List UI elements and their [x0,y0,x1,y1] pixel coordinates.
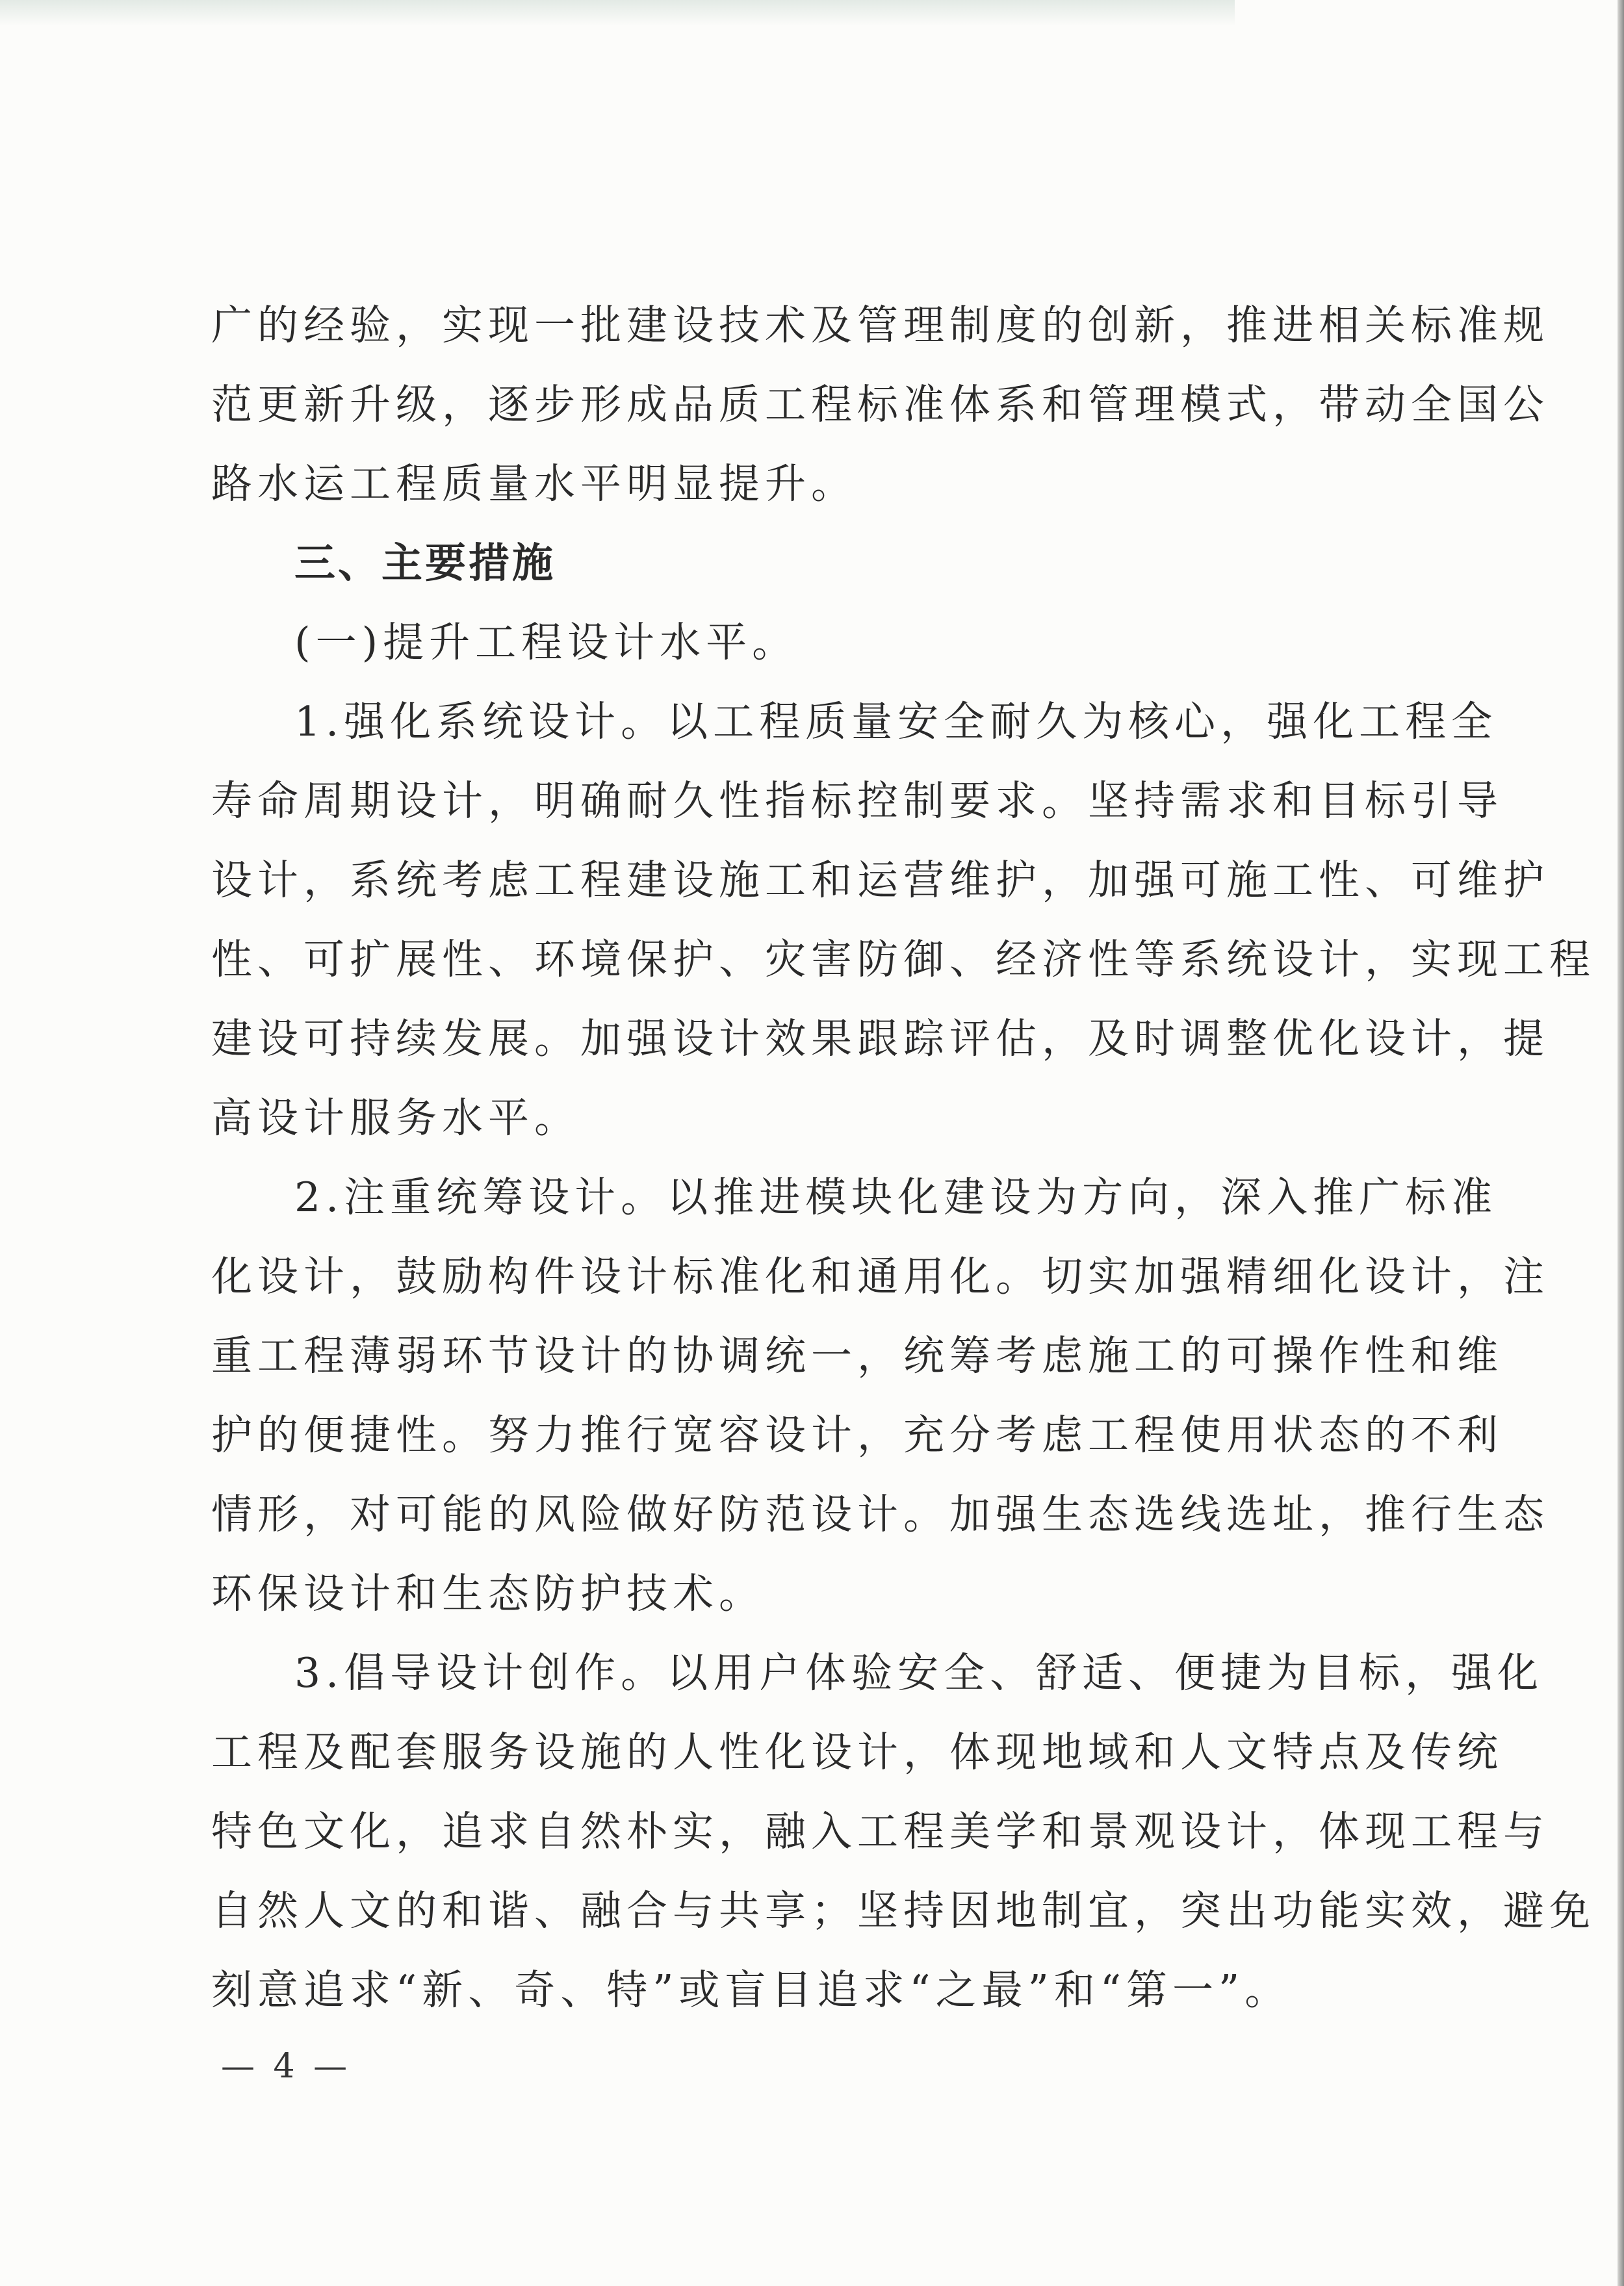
text-line: 建设可持续发展。加强设计效果跟踪评估，及时调整优化设计，提 [211,1015,1549,1062]
text-line: 3.倡导设计创作。以用户体验安全、舒适、便捷为目标，强化 [294,1649,1544,1697]
text-line: 设计，系统考虑工程建设施工和运营维护，加强可施工性、可维护 [211,856,1549,904]
body-text [211,286,1595,2030]
text-line: 广的经验，实现一批建设技术及管理制度的创新，推进相关标准规 [211,302,1549,349]
text-line: 性、可扩展性、环境保护、灾害防御、经济性等系统设计，实现工程 [211,936,1595,983]
page-number: — 4 — [221,2047,352,2086]
text-line: 重工程薄弱环节设计的协调统一，统筹考虑施工的可操作性和维 [211,1332,1503,1380]
text-line: 环保设计和生态防护技术。 [211,1570,765,1617]
scan-shadow [0,0,1235,26]
subsection-heading: (一)提升工程设计水平。 [294,619,799,666]
text-line: 范更新升级，逐步形成品质工程标准体系和管理模式，带动全国公 [211,381,1549,428]
text-line: 高设计服务水平。 [211,1094,580,1142]
text-line: 1.强化系统设计。以工程质量安全耐久为核心，强化工程全 [294,698,1498,745]
text-line: 护的便捷性。努力推行宽容设计，充分考虑工程使用状态的不利 [211,1411,1503,1459]
section-heading: 三、主要措施 [294,539,556,587]
text-line: 自然人文的和谐、融合与共享；坚持因地制宜，突出功能实效，避免 [211,1887,1595,1934]
text-line: 刻意追求“新、奇、特”或盲目追求“之最”和“第一”。 [211,1966,1291,2014]
text-line: 特色文化，追求自然朴实，融入工程美学和景观设计，体现工程与 [211,1808,1549,1855]
text-line: 情形，对可能的风险做好防范设计。加强生态选线选址，推行生态 [211,1491,1549,1538]
text-line: 路水运工程质量水平明显提升。 [211,460,857,507]
scan-edge [1618,0,1624,2286]
text-line: 化设计，鼓励构件设计标准化和通用化。切实加强精细化设计，注 [211,1253,1549,1300]
text-line: 2.注重统筹设计。以推进模块化建设为方向，深入推广标准 [294,1174,1498,1221]
text-line: 工程及配套服务设施的人性化设计，体现地域和人文特点及传统 [211,1728,1503,1776]
text-line: 寿命周期设计，明确耐久性指标控制要求。坚持需求和目标引导 [211,777,1503,825]
